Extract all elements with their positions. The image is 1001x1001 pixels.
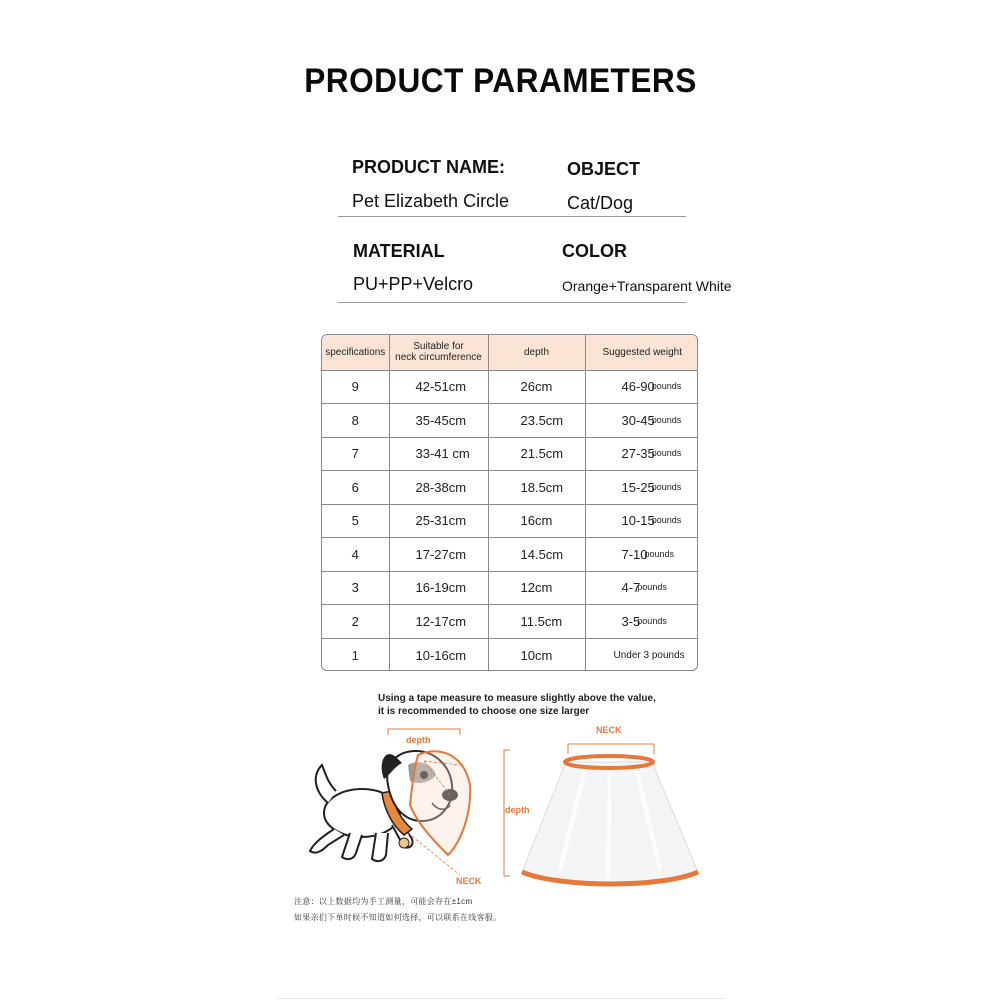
cell-depth: 12cm: [488, 571, 585, 605]
cell-spec: 6: [322, 471, 389, 505]
weight-unit: pounds: [651, 448, 682, 459]
cell-depth: 10cm: [488, 638, 585, 671]
header-specifications: specifications: [322, 335, 389, 370]
weight-unit: pounds: [651, 414, 682, 425]
cell-spec: 8: [322, 404, 389, 438]
cell-spec: 5: [322, 504, 389, 538]
weight-value: 10-15: [621, 513, 655, 529]
header-neck-line1: Suitable for: [413, 341, 464, 353]
divider: [338, 302, 686, 303]
table-row: [322, 437, 698, 471]
cell-depth: 26cm: [488, 370, 585, 404]
cell-depth: 18.5cm: [488, 471, 585, 505]
cell-neck: 17-27cm: [389, 538, 488, 572]
object-value: Cat/Dog: [567, 193, 634, 213]
weight-unit: pounds: [637, 615, 667, 626]
table-row: [322, 538, 698, 572]
cell-neck: 42-51cm: [389, 370, 488, 404]
table-row: [322, 404, 698, 438]
weight-value: 4-7: [621, 580, 641, 596]
tip-line2: it is recommended to choose one size larger: [378, 706, 590, 717]
table-row: [322, 504, 698, 538]
cell-weight: [585, 605, 698, 639]
cell-depth: 16cm: [488, 504, 585, 538]
cone-product-illustration: [500, 730, 720, 890]
weight-value: 7-10: [621, 546, 648, 562]
weight-unit: pounds: [644, 548, 675, 559]
color-value: Orange+Transparent White: [562, 278, 732, 294]
cell-neck: 35-45cm: [389, 404, 488, 438]
cell-spec: 3: [322, 571, 389, 605]
table-row: [322, 471, 698, 505]
cell-neck: 25-31cm: [389, 504, 488, 538]
cell-weight: [585, 571, 698, 605]
weight-value: 30-45: [621, 412, 655, 428]
table-row: [322, 370, 698, 404]
cell-weight: [585, 638, 698, 671]
cell-weight: [585, 370, 698, 404]
cell-neck: 12-17cm: [389, 605, 488, 639]
cell-neck: 28-38cm: [389, 471, 488, 505]
object-label: OBJECT: [567, 159, 641, 179]
cell-weight: [585, 404, 698, 438]
cell-weight: [585, 471, 698, 505]
cell-weight: [585, 504, 698, 538]
dog-leg: [310, 829, 344, 853]
cone-neck-label: NECK: [596, 725, 622, 735]
header-weight: Suggested weight: [585, 335, 698, 370]
dog-leg: [372, 833, 388, 861]
weight-unit: pounds: [637, 582, 667, 593]
cone-depth-label: depth: [505, 805, 530, 815]
cell-depth: 23.5cm: [488, 404, 585, 438]
tip-line1: Using a tape measure to measure slightly above the value,: [378, 693, 656, 704]
weight-value: 27-35: [621, 446, 655, 462]
cell-spec: 4: [322, 538, 389, 572]
cell-neck: 10-16cm: [389, 638, 488, 671]
cell-spec: 9: [322, 370, 389, 404]
cell-depth: 21.5cm: [488, 437, 585, 471]
header-depth: depth: [488, 335, 585, 370]
cell-neck: 33-41 cm: [389, 437, 488, 471]
weight-value: Under 3 pounds: [613, 649, 685, 661]
weight-value: 3-5: [621, 613, 641, 629]
note-line1: 注意：以上数据均为手工测量，可能会存在±1cm: [294, 897, 473, 906]
table-row: [322, 638, 698, 671]
dog-leg: [342, 833, 362, 859]
product-name-value: Pet Elizabeth Circle: [352, 191, 510, 211]
color-label: COLOR: [562, 241, 627, 261]
cell-depth: 14.5cm: [488, 538, 585, 572]
cell-spec: 7: [322, 437, 389, 471]
table-row: [322, 605, 698, 639]
material-label: MATERIAL: [353, 241, 445, 261]
weight-unit: pounds: [651, 381, 682, 392]
note-line2: 如果亲们下单时候不知道如何选择，可以联系在线客服。: [294, 913, 502, 922]
header-neck: [389, 335, 488, 370]
dog-neck-label: NECK: [456, 876, 482, 886]
header-neck-line2: neck circumference: [395, 352, 482, 364]
cone: [410, 751, 470, 855]
cell-weight: [585, 538, 698, 572]
cell-neck: 16-19cm: [389, 571, 488, 605]
divider: [338, 216, 686, 217]
weight-value: 15-25: [621, 479, 655, 495]
dog-depth-label: depth: [406, 735, 431, 745]
material-value: PU+PP+Velcro: [353, 274, 474, 294]
weight-unit: pounds: [651, 481, 682, 492]
page-title: PRODUCT PARAMETERS: [304, 62, 697, 100]
cell-weight: [585, 437, 698, 471]
bottom-divider: [278, 998, 724, 999]
table-row: [322, 571, 698, 605]
weight-unit: pounds: [651, 515, 682, 526]
weight-value: 46-90: [621, 379, 655, 395]
dog-with-cone-illustration: [300, 725, 500, 895]
size-table: [321, 334, 698, 671]
collar-tag: [399, 838, 409, 848]
cell-depth: 11.5cm: [488, 605, 585, 639]
cell-spec: 1: [322, 638, 389, 671]
neck-bracket: [568, 744, 654, 754]
cell-spec: 2: [322, 605, 389, 639]
product-name-label: PRODUCT NAME:: [352, 157, 505, 177]
measuring-tip: [378, 692, 656, 718]
